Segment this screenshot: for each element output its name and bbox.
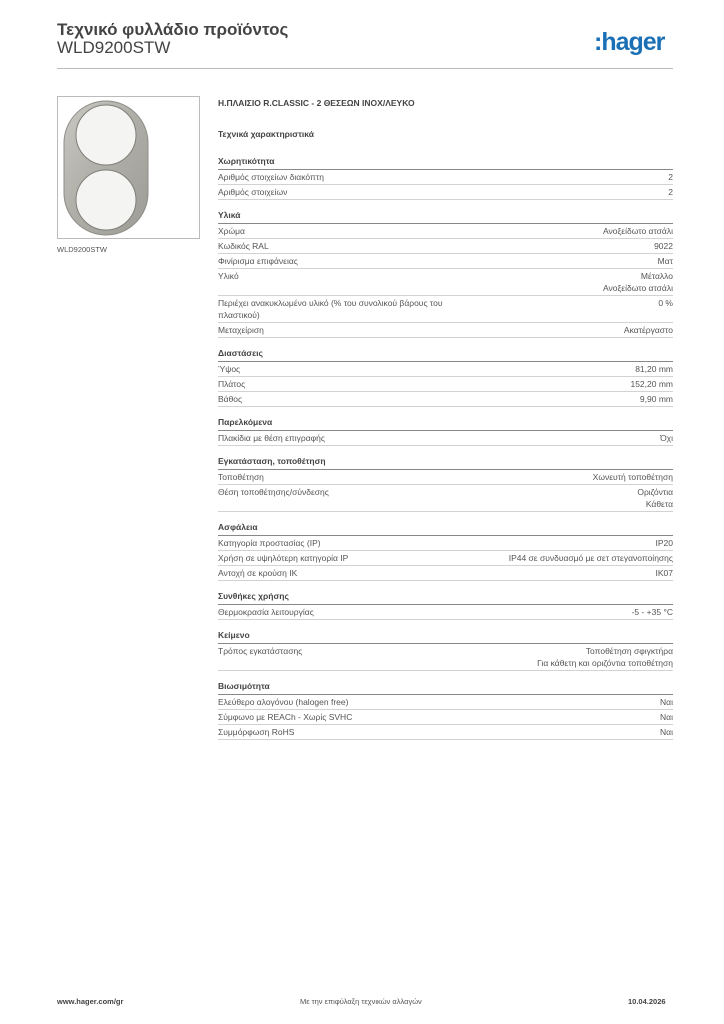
spec-label: Θερμοκρασία λειτουργίας xyxy=(218,607,314,617)
product-image xyxy=(57,96,200,239)
image-caption: WLD9200STW xyxy=(57,245,108,254)
spec-value-line: 9,90 mm xyxy=(639,394,673,404)
spec-value xyxy=(483,240,673,252)
spec-label: Κατηγορία προστασίας (IP) xyxy=(218,538,321,548)
spec-value xyxy=(483,471,673,483)
spec-value-line: Για κάθετη και οριζόντια τοποθέτηση xyxy=(537,658,673,668)
spec-value xyxy=(483,363,673,375)
spec-value-line: 81,20 mm xyxy=(635,364,673,374)
spec-label: Περιέχει ανακυκλωμένο υλικό (% του συνολικού βάρους του πλαστικού) xyxy=(218,298,443,320)
spec-row xyxy=(218,470,673,485)
spec-label: Τρόπος εγκατάστασης xyxy=(218,646,303,656)
footer-website[interactable]: www.hager.com/gr xyxy=(57,997,124,1006)
spec-content xyxy=(218,96,673,746)
spec-value xyxy=(483,324,673,336)
spec-label: Μεταχείριση xyxy=(218,325,264,335)
section-title: Συνθήκες χρήσης xyxy=(218,587,673,605)
spec-row xyxy=(218,551,673,566)
spec-value-line: Μέταλλο xyxy=(640,271,673,281)
spec-label: Πλακίδια με θέση επιγραφής xyxy=(218,433,325,443)
spec-row xyxy=(218,362,673,377)
spec-row xyxy=(218,170,673,185)
spec-value-line: Ναι xyxy=(660,727,673,737)
spec-row xyxy=(218,695,673,710)
spec-value-line: 9022 xyxy=(654,241,673,251)
spec-value-line: Ανοξείδωτο ατσάλι xyxy=(602,226,673,236)
spec-value-line: Χωνευτή τοποθέτηση xyxy=(592,472,673,482)
spec-section xyxy=(218,344,673,407)
spec-label: Βάθος xyxy=(218,394,243,404)
hager-logo: :hager xyxy=(594,28,665,56)
section-title: Παρελκόμενα xyxy=(218,413,673,431)
spec-value-line: -5 - +35 °C xyxy=(631,607,673,617)
spec-label: Ύψος xyxy=(218,364,241,374)
section-title: Χωρητικότητα xyxy=(218,152,673,170)
spec-sections xyxy=(218,152,673,740)
spec-value-line: Ματ xyxy=(657,256,673,266)
spec-value-line: Οριζόντια xyxy=(637,487,673,497)
spec-row xyxy=(218,725,673,740)
spec-value-line: 0 % xyxy=(658,298,673,308)
spec-row xyxy=(218,323,673,338)
spec-value xyxy=(483,171,673,183)
spec-row xyxy=(218,431,673,446)
spec-label: Υλικό xyxy=(218,271,239,281)
spec-value xyxy=(483,486,673,510)
section-title: Κείμενο xyxy=(218,626,673,644)
spec-value xyxy=(483,297,673,321)
spec-value-line: 152,20 mm xyxy=(630,379,673,389)
spec-row xyxy=(218,377,673,392)
section-title: Διαστάσεις xyxy=(218,344,673,362)
spec-row xyxy=(218,392,673,407)
footer-date: 10.04.2026 xyxy=(628,997,666,1006)
spec-value xyxy=(483,711,673,723)
spec-row xyxy=(218,566,673,581)
product-code: WLD9200STW xyxy=(57,38,171,57)
spec-section xyxy=(218,452,673,512)
spec-value xyxy=(483,225,673,237)
spec-value-line: Κάθετα xyxy=(645,499,673,509)
spec-row xyxy=(218,485,673,512)
footer-note: Με την επιφύλαξη τεχνικών αλλαγών xyxy=(300,997,422,1006)
spec-value xyxy=(483,393,673,405)
spec-label: Αντοχή σε κρούση IK xyxy=(218,568,298,578)
spec-section xyxy=(218,677,673,740)
spec-row xyxy=(218,185,673,200)
spec-row xyxy=(218,536,673,551)
spec-value xyxy=(483,645,673,669)
spec-label: Πλάτος xyxy=(218,379,246,389)
spec-value-line: Ναι xyxy=(660,712,673,722)
spec-label: Θέση τοποθέτησης/σύνδεσης xyxy=(218,487,329,497)
spec-label: Κωδικός RAL xyxy=(218,241,269,251)
section-title: Εγκατάσταση, τοποθέτηση xyxy=(218,452,673,470)
spec-value xyxy=(483,270,673,294)
spec-label: Αριθμός στοιχείων διακόπτη xyxy=(218,172,324,182)
spec-section xyxy=(218,413,673,446)
spec-label: Ελεύθερο αλογόνου (halogen free) xyxy=(218,697,349,707)
section-title: Βιωσιμότητα xyxy=(218,677,673,695)
spec-value-line: IP20 xyxy=(655,538,673,548)
spec-value xyxy=(483,567,673,579)
section-title: Υλικά xyxy=(218,206,673,224)
spec-label: Τοποθέτηση xyxy=(218,472,264,482)
spec-value xyxy=(483,606,673,618)
spec-label: Σύμφωνο με REACh - Χωρίς SVHC xyxy=(218,712,353,722)
spec-label: Φινίρισμα επιφάνειας xyxy=(218,256,298,266)
spec-value xyxy=(483,696,673,708)
product-title: Η.ΠΛΑΙΣΙΟ R.CLASSIC - 2 ΘΕΣΕΩΝ ΙΝΟΧ/ΛΕΥΚΟ xyxy=(218,98,415,108)
spec-section xyxy=(218,587,673,620)
spec-value-line: 2 xyxy=(668,187,673,197)
spec-value-line: Τοποθέτηση σφιγκτήρα xyxy=(585,646,673,656)
spec-label: Χρώμα xyxy=(218,226,245,236)
spec-label: Αριθμός στοιχείων xyxy=(218,187,288,197)
spec-value-line: IK07 xyxy=(655,568,673,578)
spec-section xyxy=(218,626,673,671)
document-title: Τεχνικό φυλλάδιο προϊόντος xyxy=(57,20,289,39)
spec-value xyxy=(483,186,673,198)
spec-row xyxy=(218,254,673,269)
spec-value xyxy=(483,378,673,390)
spec-section xyxy=(218,206,673,338)
spec-row xyxy=(218,224,673,239)
spec-value xyxy=(483,726,673,738)
spec-label: Χρήση σε υψηλότερη κατηγορία IP xyxy=(218,553,349,563)
double-frame-icon xyxy=(58,97,199,238)
spec-row xyxy=(218,710,673,725)
header-divider xyxy=(57,68,673,69)
spec-value-line: 2 xyxy=(668,172,673,182)
spec-value-line: Ανοξείδωτο ατσάλι xyxy=(602,283,673,293)
spec-value xyxy=(483,537,673,549)
spec-value-line: Όχι xyxy=(660,433,673,443)
spec-label: Συμμόρφωση RoHS xyxy=(218,727,295,737)
spec-row xyxy=(218,239,673,254)
spec-row xyxy=(218,269,673,296)
spec-value-line: Ακατέργαστο xyxy=(623,325,673,335)
spec-section xyxy=(218,518,673,581)
spec-row xyxy=(218,605,673,620)
spec-value-line: Ναι xyxy=(660,697,673,707)
spec-value-line: IP44 σε συνδυασμό με σετ στεγανοποίησης xyxy=(508,553,673,563)
spec-value xyxy=(483,552,673,564)
tech-heading: Τεχνικά χαρακτηριστικά xyxy=(218,129,314,139)
spec-value xyxy=(483,255,673,267)
spec-section xyxy=(218,152,673,200)
spec-row xyxy=(218,644,673,671)
section-title: Ασφάλεια xyxy=(218,518,673,536)
spec-value xyxy=(483,432,673,444)
spec-row xyxy=(218,296,673,323)
